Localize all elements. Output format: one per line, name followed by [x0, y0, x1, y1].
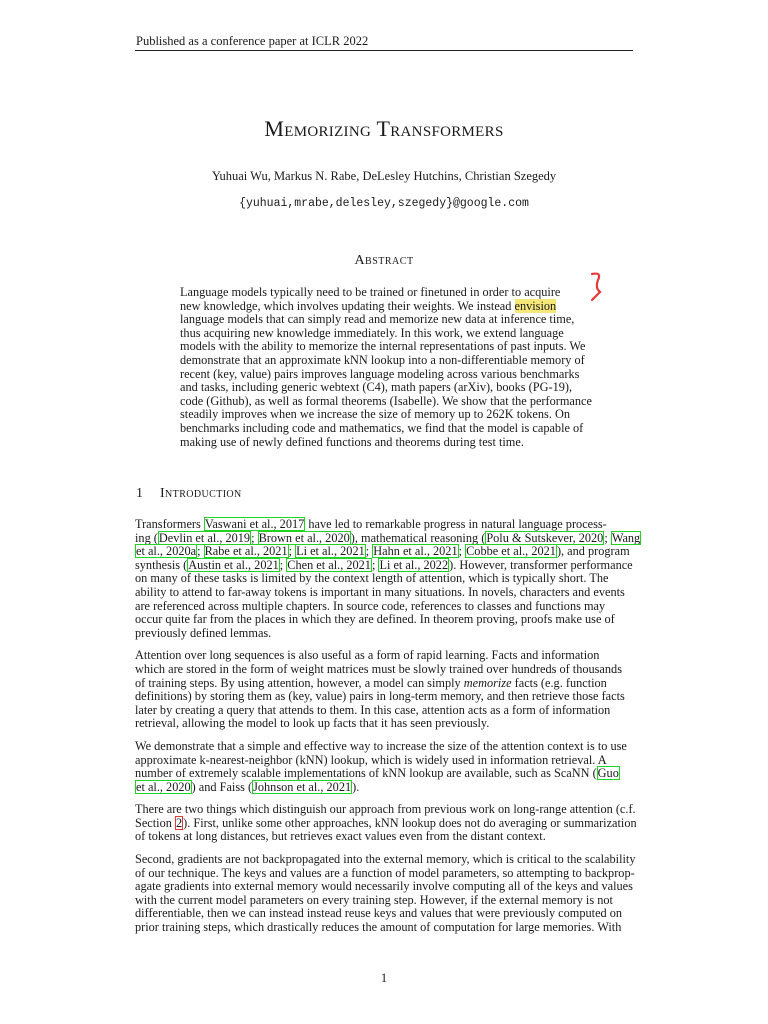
abstract-line: and tasks, including generic webtext (C4), math papers (arXiv), books (PG-19), — [180, 380, 573, 395]
abstract-body — [180, 285, 592, 449]
header-rule — [135, 50, 633, 51]
abstract-line: benchmarks including code and mathematics, we find that the model is capable of — [180, 420, 584, 435]
paragraph — [135, 852, 636, 935]
text-line — [135, 545, 633, 559]
text: ), and program — [556, 544, 630, 559]
text-line — [135, 781, 633, 795]
citation-link[interactable]: Brown et al., 2020 — [258, 530, 350, 545]
text-line: agate gradients into external memory would necessarily involve computing all of the keys and values — [135, 879, 633, 894]
citation-link[interactable]: Polu & Sutskever, 2020 — [486, 530, 604, 545]
abstract-line: making use of newly defined functions and theorems during test time. — [180, 434, 524, 449]
citation-link[interactable]: Vaswani et al., 2017 — [204, 517, 305, 531]
highlighted-word[interactable]: envision — [514, 298, 557, 313]
citation-link[interactable]: Chen et al., 2021 — [287, 557, 371, 572]
abstract-line: steadily improves when we increase the size of memory up to 262K tokens. On — [180, 407, 570, 422]
paper-title-text: Memorizing Transformers — [264, 116, 504, 141]
text: synthesis ( — [135, 557, 188, 572]
text-line: on many of these tasks is limited by the context length of attention, which is typically short. The — [135, 571, 609, 586]
text-line: definitions) by storing them as (key, value) pairs in long-term memory, and then retrieve those facts — [135, 689, 625, 704]
citation-link[interactable]: et al., 2020 — [136, 779, 191, 794]
text-line: prior training steps, which drastically reduces the amount of computation for large memories. With — [135, 920, 622, 935]
text-line — [135, 530, 641, 546]
citation-link[interactable]: Hahn et al., 2021 — [373, 544, 458, 559]
text-line — [135, 559, 633, 573]
citation-link[interactable]: Cobbe et al., 2021 — [466, 544, 556, 559]
abstract-line: demonstrate that an approximate kNN lookup into a non-differentiable memory of — [180, 352, 585, 367]
text: ; — [288, 544, 296, 559]
text: ing ( — [135, 530, 158, 545]
text-line: Attention over long sequences is also useful as a form of rapid learning. Facts and information — [135, 648, 600, 663]
emphasized-text: memorize — [463, 675, 512, 690]
paragraph — [135, 740, 633, 794]
margin-annotation-mark — [586, 270, 616, 310]
text-line — [135, 518, 633, 532]
text-line — [135, 815, 637, 831]
author-emails: {yuhuai,mrabe,delesley,szegedy}@google.com — [239, 197, 529, 210]
text: Transformers — [135, 517, 204, 531]
text-line: We demonstrate that a simple and effective way to increase the size of the attention context is to use — [135, 738, 627, 753]
text-line: are referenced across multiple chapters. In source code, references to classes and functions may — [135, 598, 606, 613]
paragraph — [135, 649, 633, 731]
text: ; — [604, 530, 611, 545]
paragraph — [135, 517, 641, 640]
abstract-line — [180, 300, 589, 314]
abstract-line: models with the ability to memorize the internal representations of past inputs. We — [180, 339, 586, 354]
text: ; — [251, 530, 258, 545]
text-line: ability to attend to far-away tokens is important in many situations. In novels, characters and events — [135, 584, 625, 599]
text-line — [135, 767, 633, 781]
abstract-heading: Abstract — [354, 253, 414, 268]
text: number of extremely scalable implementations of kNN lookup are available, such as ScaNN ( — [135, 766, 597, 781]
section-number: 1 — [136, 486, 143, 501]
text-line: Second, gradients are not backpropagated into the external memory, which is critical to the scalability — [135, 852, 636, 867]
running-header: Published as a conference paper at ICLR 2022 — [136, 34, 369, 48]
section-title: Introduction — [160, 486, 242, 501]
text: of training steps. By using attention, however, a model can simply — [135, 675, 464, 690]
section-reference-link[interactable]: 2 — [175, 815, 183, 830]
citation-link[interactable]: Devlin et al., 2019 — [158, 530, 251, 545]
paper-title — [0, 116, 768, 142]
text-line: with the current model parameters on every training step. However, if the external memory is not — [135, 892, 613, 907]
text: ) and Faiss ( — [191, 779, 253, 794]
text-line: later by creating a query that attends to them. In this case, attention acts as a form of information — [135, 702, 611, 717]
citation-link[interactable]: Johnson et al., 2021 — [253, 779, 352, 794]
text: have led to remarkable progress in natural language process- — [305, 517, 607, 531]
citation-link[interactable]: Li et al., 2022 — [379, 557, 449, 572]
text-line: of our technique. The keys and values are a function of model parameters, so attempting to backprop- — [135, 865, 635, 880]
page-number: 1 — [380, 971, 388, 985]
text: facts (e.g. function — [511, 675, 607, 690]
text-line: previously defined lemmas. — [135, 625, 272, 640]
abstract-line: recent (key, value) pairs improves language modeling across various benchmarks — [180, 366, 580, 381]
text-line: of tokens at long distances, but retrieves exact values even from the distant context. — [135, 829, 546, 844]
abstract-text: new knowledge, which involves updating their weights. We instead — [180, 298, 515, 313]
text-line: approximate k-nearest-neighbor (kNN) lookup, which is widely used in information retrieval. A — [135, 752, 607, 767]
abstract-line: code (Github), as well as formal theorems (Isabelle). We show that the performance — [180, 393, 592, 408]
text: ). — [352, 779, 360, 794]
abstract-line: Language models typically need to be trained or finetuned in order to acquire — [180, 285, 561, 299]
citation-link[interactable]: Guo — [597, 766, 619, 781]
citation-link[interactable]: et al., 2020a — [136, 544, 197, 559]
text-line: retrieval, allowing the model to look up facts that it has seen previously. — [135, 716, 490, 731]
text-line: differentiable, then we can instead instead reuse keys and values that were previously computed on — [135, 906, 623, 921]
citation-link[interactable]: Wang — [611, 530, 641, 545]
citation-link[interactable]: Austin et al., 2021 — [188, 557, 279, 572]
text: Section — [135, 815, 175, 830]
text: ). However, transformer performance — [449, 557, 633, 572]
text: ; — [371, 557, 379, 572]
text: ; — [458, 544, 466, 559]
text: ), mathematical reasoning ( — [350, 530, 486, 545]
text: ; — [365, 544, 373, 559]
text: ; — [279, 557, 287, 572]
text-line: which are stored in the form of weight matrices must be slowly trained over hundreds of thousands — [135, 661, 622, 676]
body-text — [135, 517, 641, 944]
citation-link[interactable]: Rabe et al., 2021 — [204, 544, 288, 559]
text: ). First, unlike some other approaches, kNN lookup does not do averaging or summarization — [183, 815, 637, 830]
section-heading-introduction — [136, 486, 242, 502]
citation-link[interactable]: Li et al., 2021 — [296, 544, 365, 559]
text-line: occur quite far from the places in which they are defined. In theorem proving, proofs make use of — [135, 612, 615, 627]
text-line: There are two things which distinguish our approach from previous work on long-range attention (c.f. — [135, 802, 636, 817]
paragraph — [135, 802, 637, 844]
author-list: Yuhuai Wu, Markus N. Rabe, DeLesley Hutchins, Christian Szegedy — [211, 169, 557, 183]
text: ; — [197, 544, 204, 559]
text-line — [135, 677, 633, 691]
abstract-line: language models that can simply read and memorize new data at inference time, — [180, 312, 575, 327]
abstract-line: thus acquiring new knowledge immediately. In this work, we extend language — [180, 325, 564, 340]
